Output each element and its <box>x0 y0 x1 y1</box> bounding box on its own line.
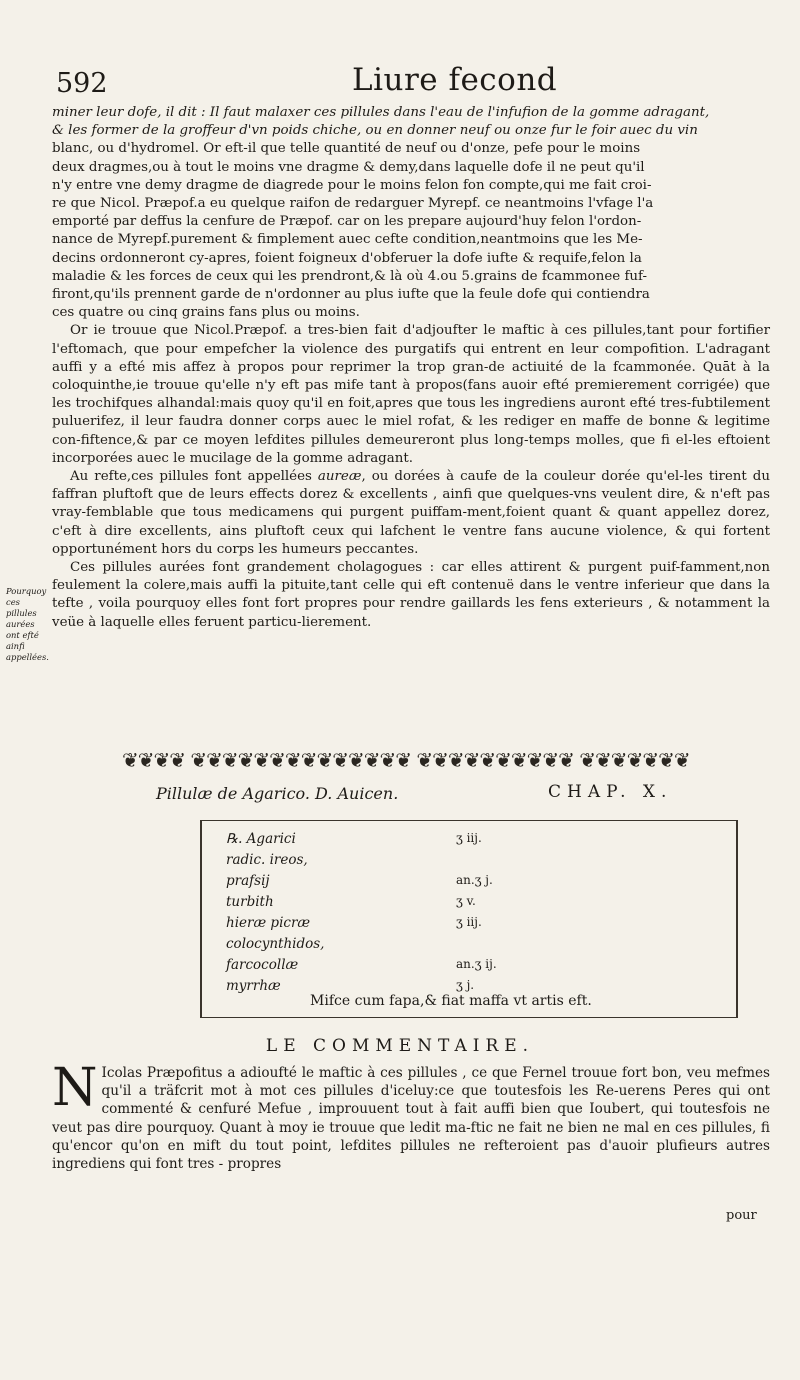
recipe-row <box>218 852 718 874</box>
text-line: deux dragmes,ou à tout le moins vne dragme & demy,dans laquelle dofe il ne peut qu'il <box>52 159 645 175</box>
paragraph-aurea <box>52 468 770 559</box>
text-line: re que Nicol. Præpof.a eu quelque raifon de redarguer Myrepf. ce neantmoins l'vfage l'a <box>52 196 654 212</box>
drop-cap: N <box>52 1058 98 1118</box>
ornament-band: ❦❦❦❦ ❦❦❦❦❦❦❦❦❦❦❦❦❦❦ ❦❦❦❦❦❦❦❦❦❦ ❦❦❦❦❦❦❦ <box>122 748 690 772</box>
ingredient-name: colocynthidos, <box>226 936 325 952</box>
ingredient-quantity: ʒ iij. <box>456 915 482 929</box>
ingredient-name: radic. ireos, <box>226 852 308 868</box>
aurea-start: Au refte,ces pillules font appellées <box>70 469 318 485</box>
text-block-top <box>52 104 770 632</box>
recipe-box <box>200 820 738 1018</box>
recipe-instruction: Mifce cum fapa,& fiat maffa vt artis eft. <box>310 993 592 1009</box>
opening-lines <box>52 104 770 322</box>
aurea-rest: , ou dorées à caufe de la couleur dorée qu'el-les tirent du faffran pluftoft que de leurs effects dorez & excellents , ainfi que quelques-vns veulent dire, & n'eft pas vray-femblable que tous medicamens qui purgent puiffam-ment,foient quant & quant appellez dorez, c'eft à dire excellents, ains pluftoft ceux qui lafchent le ventre fans aucune violence, & qui fortent opportunément hors du corps les humeurs peccantes. <box>52 469 771 557</box>
recipe-row <box>218 873 718 895</box>
ingredient-name: turbith <box>226 894 274 910</box>
ingredient-name: prafsij <box>226 873 270 889</box>
text-line: n'y entre vne demy dragme de diagrede pour le moins felon fon compte,qui me fait croi- <box>52 177 652 193</box>
paragraph-mastic: Or ie trouue que Nicol.Præpof. a tres-bien fait d'adjoufter le maftic à ces pillules,tant pour fortifier l'eftomach, que pour empefcher la violence des purgatifs qui entrent en leur compofition. L'adragant auffi y a efté mis affez à propos pour reprimer la trop gran-de actiuité de la fcammonée. Quāt à la coloquinthe,ie trouue qu'elle n'y eft pas mife tant à propos(fans auoir efté premierement corrigée) que les trochifques alhandal:mais quoy qu'il en foit,apres que tous les ingrediens auront efté tres-fubtilement puluerifez, il leur faudra donner corps auec le miel rofat, & les rediger en maffe de bonne & legitime con-fiftence,& par ce moyen lefdites pillules demeureront plus long-temps molles, que fi el-les eftoient incorporées auec le mucilage de la gomme adragant. <box>52 323 770 466</box>
ingredient-name: myrrhæ <box>226 978 281 994</box>
recipe-row <box>218 957 718 979</box>
text-line: emporté par deffus la cenfure de Præpof. car on les prepare aujourd'huy felon l'ordon- <box>52 214 642 230</box>
text-line: nance de Myrepf.purement & fimplement auec cefte condition,neantmoins que les Me- <box>52 232 643 248</box>
page-number: 592 <box>56 68 108 99</box>
ingredient-quantity: an.ʒ ij. <box>456 957 497 971</box>
ingredient-name: ℞. Agarici <box>226 831 296 847</box>
margin-note: Pourquoy ces pillules aurées ont efté ainfi appellées. <box>6 586 49 662</box>
chapter-label: CHAP. X. <box>548 782 673 802</box>
ingredient-name: farcocollæ <box>226 957 299 973</box>
ingredient-quantity: ʒ j. <box>456 978 475 992</box>
text-line: miner leur dofe, il dit : Il faut malaxer ces pillules dans l'eau de l'infufion de la gomme adragant, <box>52 105 710 120</box>
ingredient-quantity: ʒ iij. <box>456 831 482 845</box>
page-header <box>52 60 752 104</box>
recipe-row <box>218 894 718 916</box>
commentary-title: LE COMMENTAIRE. <box>265 1036 535 1056</box>
commentary-text <box>52 1058 770 1173</box>
running-title: Liure fecond <box>352 62 558 98</box>
text-line: blanc, ou d'hydromel. Or eft-il que telle quantité de neuf ou d'onze, pefe pour le moins <box>52 141 641 157</box>
text-line: firont,qu'ils prennent garde de n'ordonner au plus iufte que la feule dofe qui contiendra <box>52 287 650 303</box>
text-line: decins ordonneront cy-apres, foient foigneux d'obferuer la dofe iufte & requife,felon la <box>52 250 642 266</box>
text-line: maladie & les forces de ceux qui les prendront,& là où 4.ou 5.grains de fcammonee fuf- <box>52 268 648 284</box>
recipe-row <box>218 936 718 958</box>
catchword: pour <box>726 1208 757 1223</box>
text-line: & les former de la groffeur d'vn poids chiche, ou en donner neuf ou onze fur le foir auec du vin <box>52 123 698 139</box>
recipe-row <box>218 915 718 937</box>
paragraph-cholagogues: Ces pillules aurées font grandement cholagogues : car elles attirent & purgent puif-famment,non feulement la colere,mais auffi la pituite,tant celle qui eft contenuë dans le ventre inferieur que dans la tefte , voila pourquoy elles font fort propres pour rendre gaillards les fens exterieurs , & notamment la veüe à laquelle elles feruent particu-lierement. <box>52 560 770 630</box>
ingredient-name: hieræ picræ <box>226 915 311 931</box>
ingredient-quantity: ʒ v. <box>456 894 476 908</box>
aurea-word: aureæ <box>317 469 362 485</box>
recipe-row <box>218 831 718 853</box>
text-line: ces quatre ou cinq grains fans plus ou moins. <box>52 305 360 321</box>
chapter-title: Pillulæ de Agarico. D. Auicen. <box>156 784 399 803</box>
ingredient-quantity: an.ʒ j. <box>456 873 493 887</box>
commentary-body: Icolas Præpofitus a adioufté le maftic à ces pillules , ce que Fernel trouue fort bon, veu mefmes qu'il a träfcrit mot à mot ces pillules d'iceluy:ce que toutesfois les Re-uerens Peres qui ont commenté & cenfuré Mefue , improuuent tout à fait auffi bien que Ioubert, qui toutesfois ne veut pas dire pourquoy. Quant à moy ie trouue que ledit ma-ftic ne fait ne bien ne mal en ces pillules, fi qu'encor qu'on en mift du tout point, lefdites pillules ne refteroient pas d'auoir plufieurs autres ingrediens qui font tres - propres <box>52 1065 770 1173</box>
